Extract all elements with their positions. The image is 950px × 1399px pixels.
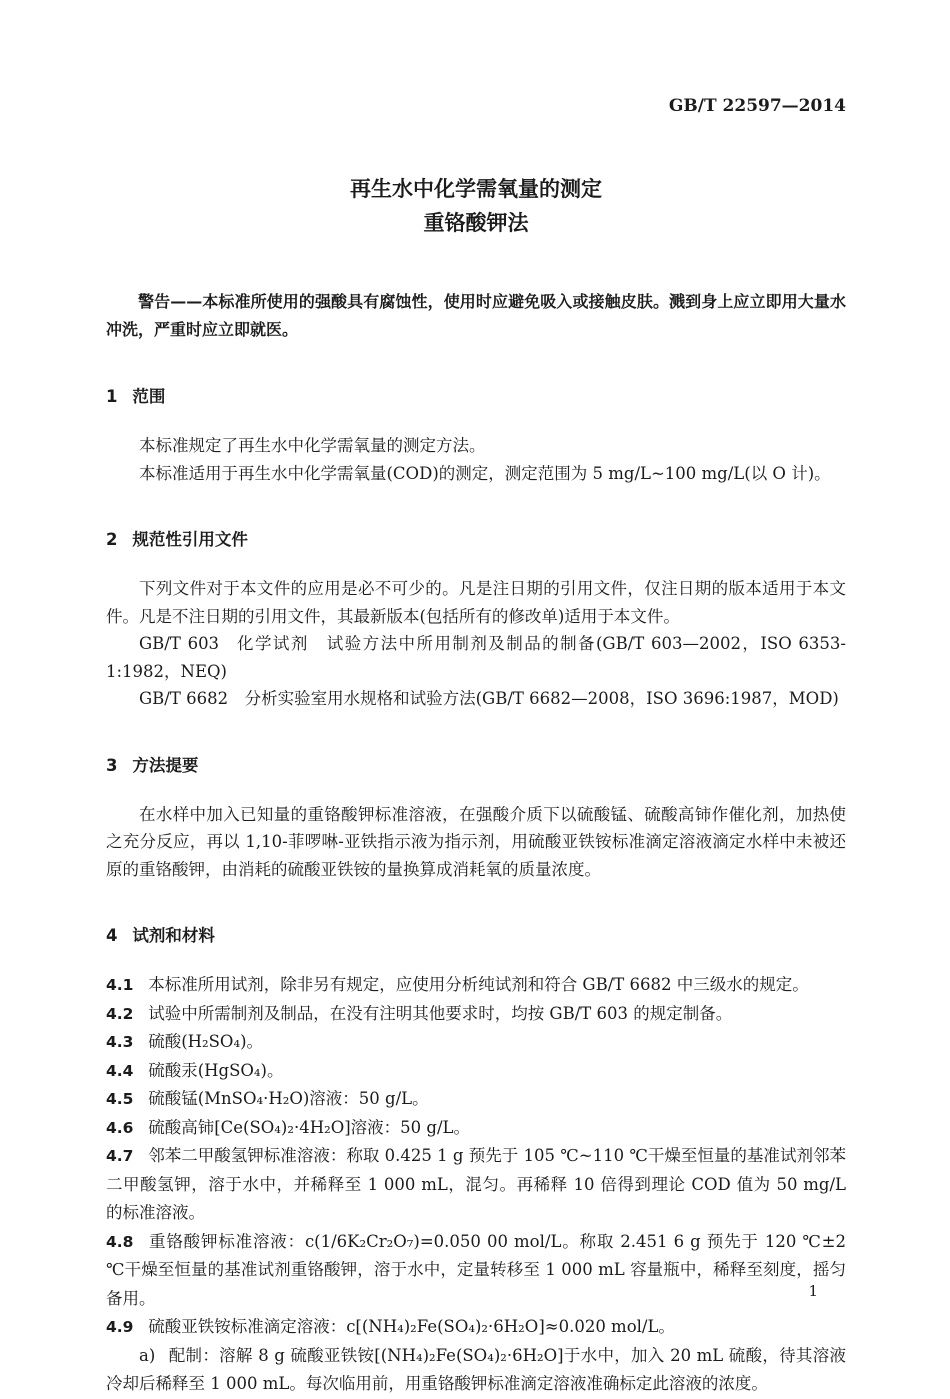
- section-1-heading: [106, 386, 846, 408]
- item-number: 4.8: [106, 1232, 134, 1251]
- item-text: 邻苯二甲酸氢钾标准溶液：称取 0.425 1 g 预先于 105 ℃~110 ℃干燥至恒量的基准试剂邻苯二甲酸氢钾，溶于水中，并稀释至 1 000 mL，混匀。再稀释 10 倍得到理论 COD 值为 50 mg/L 的标准溶液。: [106, 1146, 846, 1222]
- reference-paragraph: GB/T 603 化学试剂 试验方法中所用制剂及制品的制备(GB/T 603—2002，ISO 6353-1:1982，NEQ): [106, 634, 846, 681]
- standard-code: GB/T 22597—2014: [668, 96, 846, 116]
- reference-paragraph: GB/T 6682 分析实验室用水规格和试验方法(GB/T 6682—2008，ISO 3696:1987，MOD): [139, 689, 839, 708]
- paragraph: 下列文件对于本文件的应用是必不可少的。凡是注日期的引用文件，仅注日期的版本适用于本文件。凡是不注日期的引用文件，其最新版本(包括所有的修改单)适用于本文件。: [106, 579, 846, 626]
- item-number: 4.1: [106, 976, 134, 994]
- item-number: 4.4: [106, 1061, 134, 1080]
- item-text: 硫酸锰(MnSO₄·H₂O)溶液：50 g/L。: [148, 1089, 429, 1108]
- section-title: 方法提要: [132, 755, 199, 775]
- item-text: 硫酸(H₂SO₄)。: [148, 1032, 264, 1051]
- paragraph: 本标准规定了再生水中化学需氧量的测定方法。: [139, 436, 486, 455]
- paragraph: 在水样中加入已知量的重铬酸钾标准溶液，在强酸介质下以硫酸锰、硫酸高铈作催化剂，加热使之充分反应，再以 1,10-菲啰啉-亚铁指示液为指示剂，用硫酸亚铁铵标准滴定溶液滴定水样中未被还原的重铬酸钾，由消耗的硫酸亚铁铵的量换算成消耗氧的质量浓度。: [106, 804, 846, 879]
- item-text: 试验中所需制剂及制品，在没有注明其他要求时，均按 GB/T 603 的规定制备。: [148, 1003, 733, 1023]
- page-number: 1: [808, 1282, 818, 1300]
- item-number: 4.6: [106, 1118, 134, 1137]
- item-text: 硫酸亚铁铵标准滴定溶液：c[(NH₄)₂Fe(SO₄)₂·6H₂O]≈0.020 mol/L。: [148, 1317, 675, 1336]
- list-item-text: 配制：溶解 8 g 硫酸亚铁铵[(NH₄)₂Fe(SO₄)₂·6H₂O]于水中，加入 20 mL 硫酸，待其溶液冷却后稀释至 1 000 mL。每次临用前，用重铬酸钾标准滴定溶液准确标定此溶液的浓度。: [106, 1345, 846, 1393]
- section-2-heading: [106, 529, 846, 551]
- reagent-item: [106, 1114, 846, 1143]
- item-text: 硫酸汞(HgSO₄)。: [148, 1060, 284, 1080]
- section-number: 3: [106, 755, 118, 775]
- list-item-a: [106, 1342, 846, 1399]
- reagent-item: [106, 1313, 846, 1342]
- section-4-heading: [106, 925, 846, 947]
- document-title: [106, 172, 846, 240]
- list-item-label: a): [139, 1345, 156, 1365]
- reagent-item: [106, 1085, 846, 1114]
- section-3-heading: [106, 755, 846, 777]
- section-title: 范围: [132, 387, 166, 406]
- reagent-item: [106, 1028, 846, 1057]
- item-number: 4.5: [106, 1090, 134, 1108]
- section-title: 规范性引用文件: [132, 530, 248, 549]
- item-number: 4.9: [106, 1318, 134, 1336]
- reagent-item: [106, 1057, 846, 1086]
- item-text: 本标准所用试剂，除非另有规定，应使用分析纯试剂和符合 GB/T 6682 中三级水的规定。: [148, 975, 809, 994]
- warning-paragraph: 警告——本标准所使用的强酸具有腐蚀性，使用时应避免吸入或接触皮肤。溅到身上应立即用大量水冲洗，严重时应立即就医。: [106, 292, 846, 339]
- item-number: 4.3: [106, 1033, 134, 1051]
- reagent-item: [106, 1000, 846, 1029]
- paragraph: 本标准适用于再生水中化学需氧量(COD)的测定，测定范围为 5 mg/L~100 mg/L(以 O 计)。: [139, 463, 831, 483]
- section-number: 4: [106, 926, 118, 945]
- item-number: 4.7: [106, 1147, 134, 1165]
- title-line-1: 再生水中化学需氧量的测定: [350, 177, 602, 201]
- section-title: 试剂和材料: [132, 926, 215, 945]
- title-line-2: 重铬酸钾法: [423, 211, 529, 235]
- reagent-item: [106, 971, 846, 1000]
- reagent-item: [106, 1142, 846, 1228]
- reagent-item: [106, 1228, 846, 1314]
- section-number: 1: [106, 387, 118, 406]
- item-text: 硫酸高铈[Ce(SO₄)₂·4H₂O]溶液：50 g/L。: [148, 1117, 470, 1137]
- item-text: 重铬酸钾标准溶液：c(1/6K₂Cr₂O₇)=0.050 00 mol/L。称取 2.451 6 g 预先于 120 ℃±2 ℃干燥至恒量的基准试剂重铬酸钾，溶于水中，定量转移至 1 000 mL 容量瓶中，稀释至刻度，摇匀备用。: [106, 1231, 846, 1308]
- item-number: 4.2: [106, 1004, 134, 1023]
- section-number: 2: [106, 530, 118, 549]
